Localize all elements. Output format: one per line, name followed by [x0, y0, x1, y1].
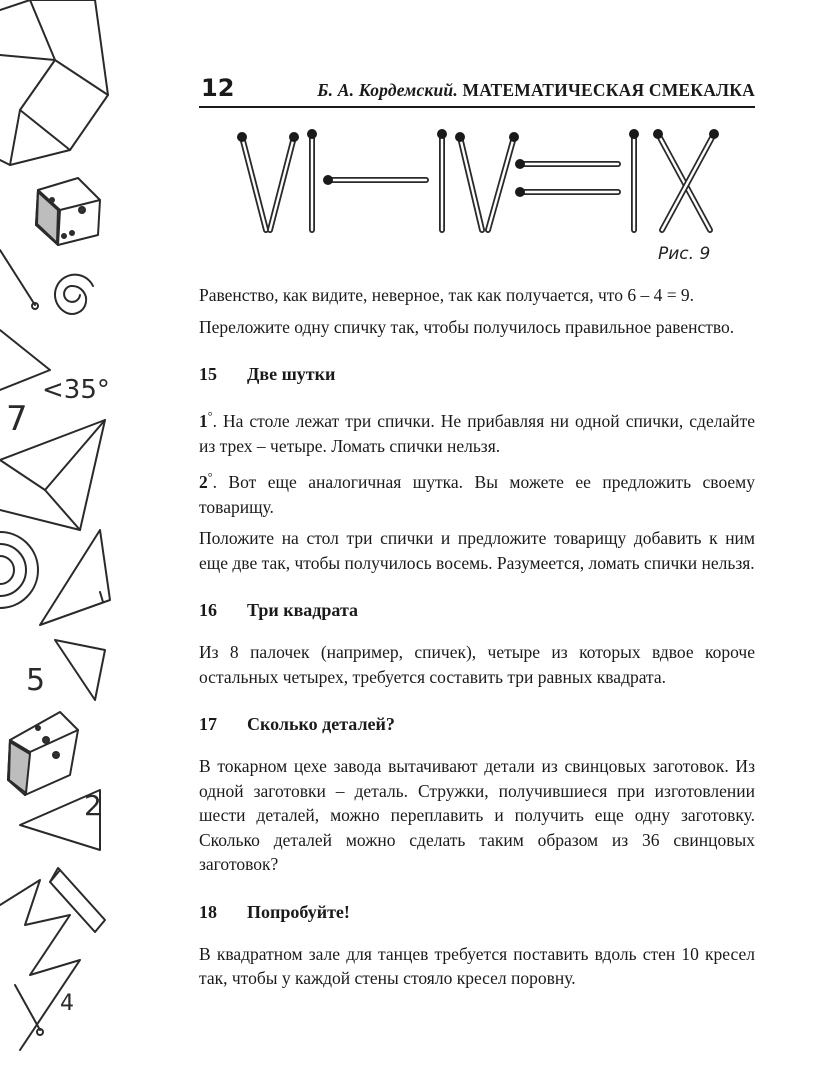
pencil-line-icon [0, 250, 35, 305]
stick-icon [15, 985, 40, 1030]
matchstick-head [437, 129, 447, 139]
section-title: Сколько деталей? [247, 714, 395, 734]
section-heading [199, 362, 755, 386]
matchstick-head [237, 132, 247, 142]
section-heading [199, 900, 755, 924]
matchstick-inner [658, 134, 710, 230]
section-heading [199, 712, 755, 736]
matchstick-head [515, 187, 525, 197]
book-title: МАТЕМАТИЧЕСКАЯ СМЕКАЛКА [462, 80, 755, 100]
matchstick-head [629, 129, 639, 139]
small-triangle-icon [55, 640, 105, 700]
matchstick-head [455, 132, 465, 142]
degree-mark: ° [207, 470, 213, 484]
concentric-circles-icon [0, 532, 38, 608]
matchstick-head [709, 129, 719, 139]
matchstick-head [323, 175, 333, 185]
figure-caption: Рис. 9 [658, 244, 711, 264]
section-paragraph: 2°. Вот еще аналогичная шутка. Вы можете ее предложить своему товарищу. [199, 470, 755, 517]
die-icon [36, 178, 100, 245]
matchstick-head [289, 132, 299, 142]
matchstick-inner [662, 134, 714, 230]
section-heading [199, 598, 755, 622]
section-title: Три квадрата [247, 600, 359, 620]
angle-label: <35° [42, 375, 110, 405]
matchstick-inner [270, 137, 294, 230]
item-mark: 1 [199, 411, 208, 431]
section-paragraph: Из 8 палочек (например, спичек), четыре из которых вдвое короче остальных четырех, требуется составить три равных квадрата. [199, 642, 755, 687]
section-title: Две шутки [247, 364, 336, 384]
page-content [199, 283, 755, 991]
section-number: 16 [199, 600, 217, 620]
die-icon-2 [8, 712, 78, 795]
section-number: 17 [199, 714, 217, 734]
right-triangle-icon [40, 530, 110, 625]
decorative-border [0, 0, 120, 1080]
matchstick-head [653, 129, 663, 139]
matchstick-head [509, 132, 519, 142]
section-paragraph: В квадратном зале для танцев требуется поставить вдоль стен 10 кресел так, чтобы у каждой стены стояло кресел поровну. [199, 943, 755, 988]
section-paragraph: В токарном цехе завода вытачивают детали из свинцовых заготовок. Из одной заготовки – деталь. Стружки, получившиеся при изготовлении шести деталей, можно переплавить и получить еще одну заготовку. Сколько деталей можно сделать таким образом из 36 свинцовых заготовок? [199, 756, 755, 874]
spiral-icon [55, 275, 93, 314]
page-number: 12 [201, 74, 235, 102]
matchstick-figure [228, 122, 728, 252]
polyhedron-icon [0, 0, 108, 165]
pencil-icon [50, 868, 105, 932]
lightning-icon [0, 880, 80, 1050]
author-name: Б. А. Кордемский. [317, 80, 458, 100]
matchstick-inner [488, 137, 514, 230]
degree-mark: ° [207, 409, 213, 423]
digit-five: 5 [26, 663, 46, 698]
section-number: 15 [199, 364, 217, 384]
section-paragraph: 1°. На столе лежат три спички. Не прибавляя ни одной спички, сделайте из трех – четыре. Ломать спички нельзя. [199, 409, 755, 456]
matchstick-inner [242, 137, 266, 230]
matchstick-inner [460, 137, 482, 230]
digit-seven: 7 [6, 399, 28, 439]
running-header [199, 74, 755, 108]
item-mark: 2 [199, 472, 208, 492]
digit-four: 4 [60, 991, 74, 1016]
matchstick-head [515, 159, 525, 169]
digit-two: 2 [84, 789, 102, 822]
section-paragraph: Положите на стол три спички и предложите товарищу добавить к ним еще две так, чтобы получилось восемь. Разумеется, ломать спички нельзя. [199, 528, 755, 573]
matchstick-head [307, 129, 317, 139]
running-title [317, 80, 755, 101]
section-title: Попробуйте! [247, 901, 350, 922]
matchsticks [237, 129, 719, 230]
section-number: 18 [199, 901, 217, 922]
intro-paragraph-2: Переложите одну спичку так, чтобы получилось правильное равенство. [199, 316, 735, 337]
intro-paragraph-1: Равенство, как видите, неверное, так как получается, что 6 – 4 = 9. [199, 285, 695, 305]
